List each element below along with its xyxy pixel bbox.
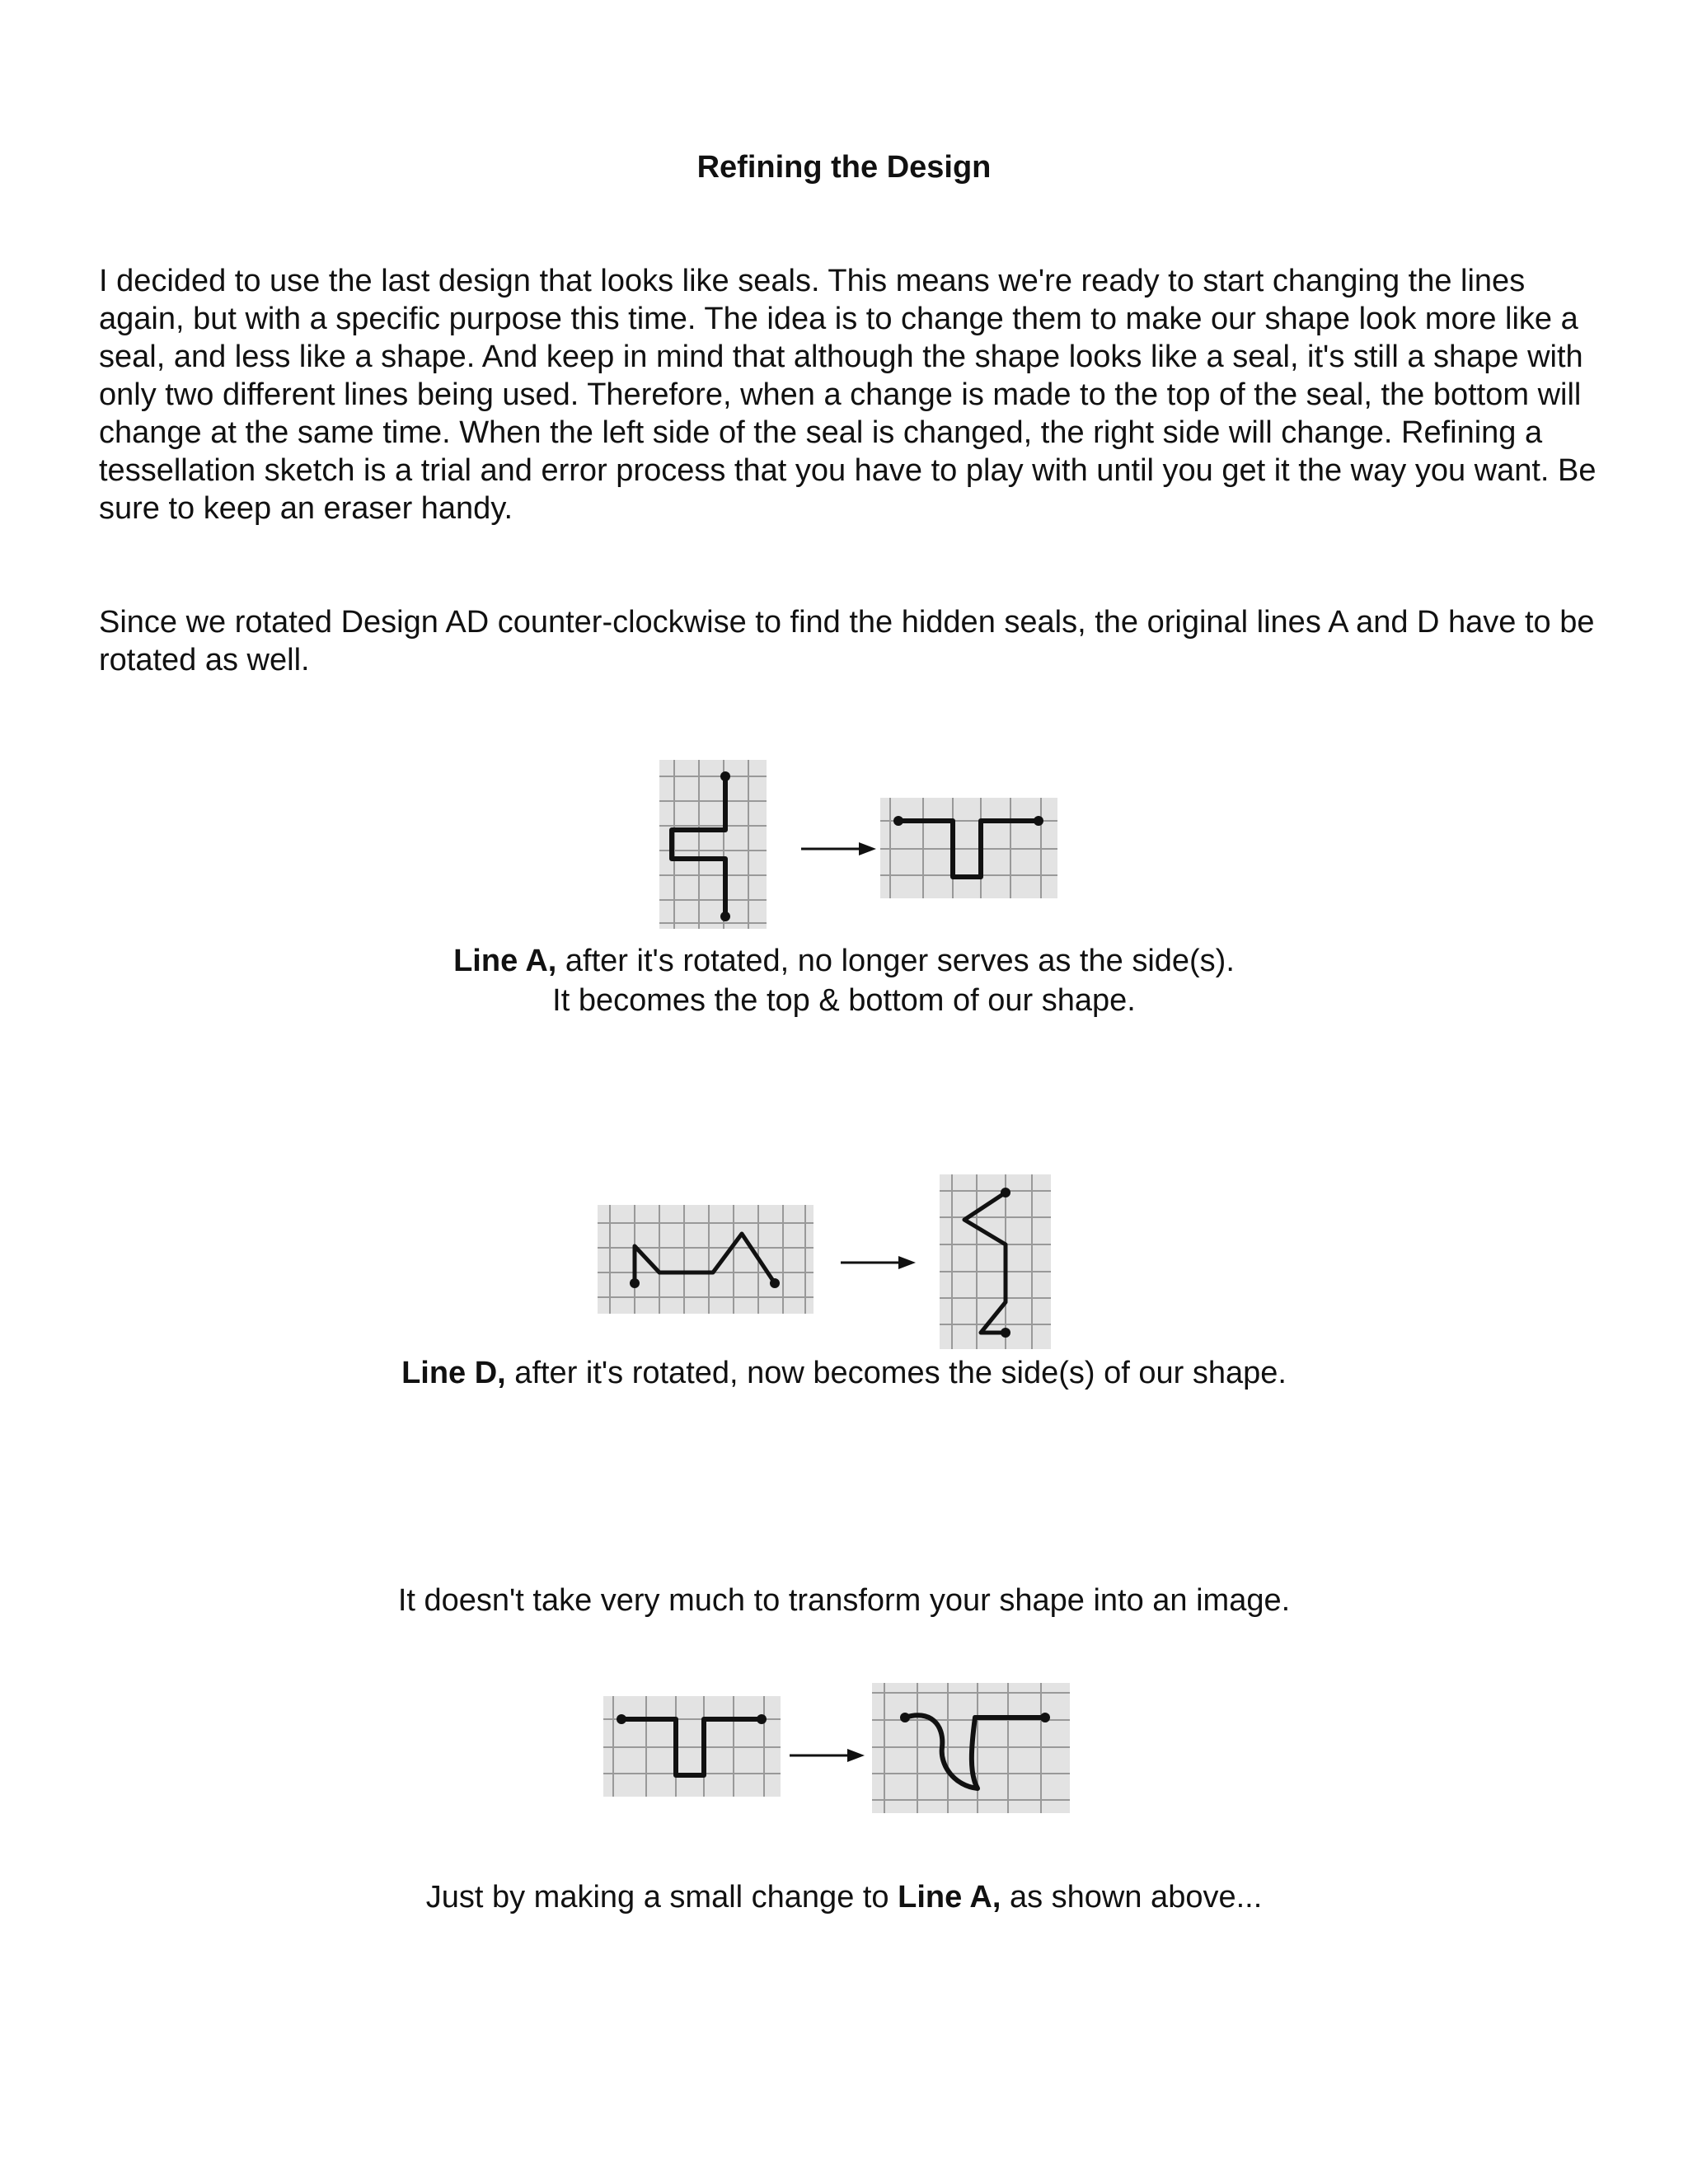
line-a-caption-text: after it's rotated, no longer serves as the side(s). bbox=[556, 944, 1235, 978]
arrow-right-icon bbox=[788, 1746, 866, 1765]
intro-paragraph: I decided to use the last design that looks like seals. This means we're ready to start changing the lines again, but with a specific purpose this time. The idea is to change them to make our shape look more like a seal, and less like a shape. And keep in mind that although the shape looks like a seal, it's still a shape with only two different lines being used. Therefore, when a change is made to the top of the seal, the bottom will change at the same time. When the left side of the seal is changed, the right side will change. Refining a tessellation sketch is a trial and error process that you have to play with until you get it the way you want. Be sure to keep an eraser handy. bbox=[99, 264, 1597, 526]
line-d-caption-text: after it's rotated, now becomes the side(s) of our shape. bbox=[505, 1356, 1287, 1390]
line-a-before-sketch bbox=[603, 1696, 781, 1797]
arrow-right-icon bbox=[799, 839, 878, 859]
final-caption-bold: Line A, bbox=[898, 1880, 1001, 1915]
arrow-right-icon bbox=[839, 1253, 917, 1272]
line-a-after-sketch bbox=[872, 1683, 1070, 1813]
line-a-rotated-sketch bbox=[880, 798, 1057, 898]
final-caption bbox=[0, 1877, 1688, 1917]
line-d-rotated-sketch bbox=[940, 1174, 1051, 1349]
rotation-paragraph: Since we rotated Design AD counter-clockwise to find the hidden seals, the original lines A and D have to be rotated as well. bbox=[99, 605, 1595, 677]
final-caption-after: as shown above... bbox=[1001, 1880, 1263, 1915]
final-caption-before: Just by making a small change to bbox=[425, 1880, 898, 1915]
line-a-caption-bold: Line A, bbox=[453, 944, 557, 978]
line-d-caption-bold: Line D, bbox=[401, 1356, 506, 1390]
line-a-caption bbox=[0, 941, 1688, 1020]
page-title: Refining the Design bbox=[696, 150, 992, 185]
line-a-original-sketch bbox=[659, 760, 767, 929]
line-a-caption-line2: It becomes the top & bottom of our shape. bbox=[552, 983, 1136, 1018]
line-d-original-sketch bbox=[598, 1205, 814, 1314]
transform-text: It doesn't take very much to transform your shape into an image. bbox=[397, 1583, 1291, 1618]
line-d-caption bbox=[0, 1353, 1688, 1393]
